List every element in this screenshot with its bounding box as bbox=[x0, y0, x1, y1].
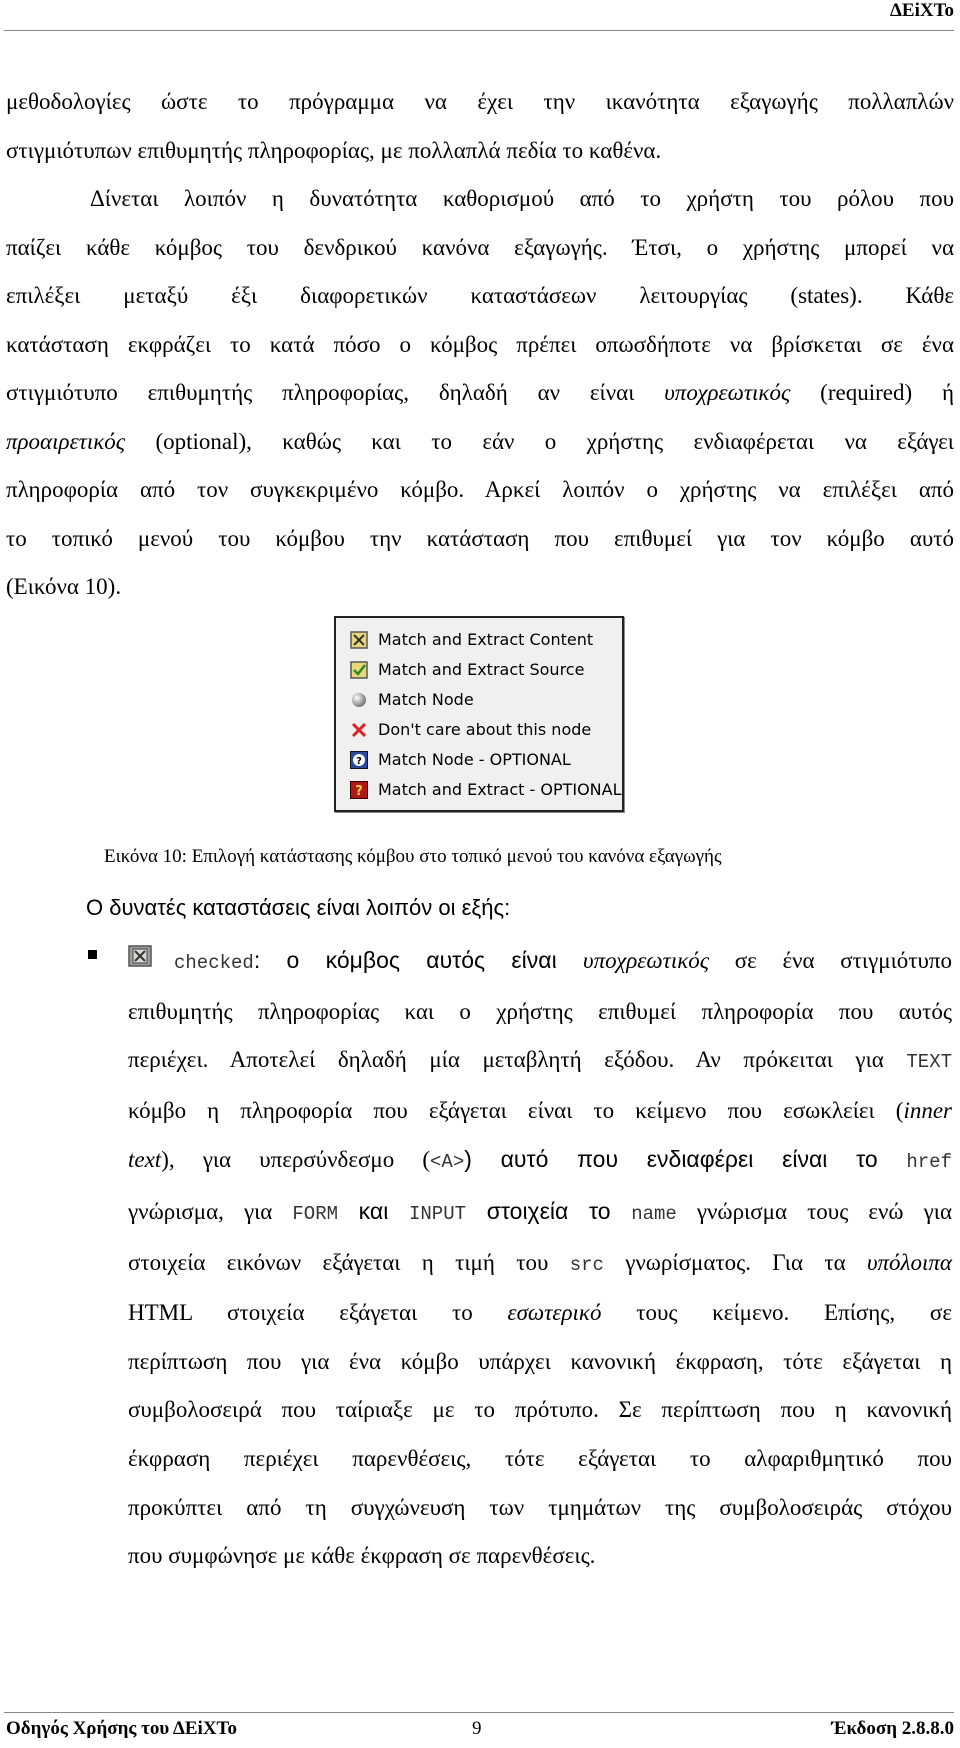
text-run: γνώρισμα τους ενώ για bbox=[676, 1198, 952, 1224]
bullet-line bbox=[128, 1135, 952, 1187]
paragraph-line: το τοπικό μενού του κόμβου την κατάσταση που επιθυμεί για τον κόμβο αυτό bbox=[6, 525, 954, 551]
checked-state-description bbox=[128, 936, 952, 1581]
bullet-line bbox=[128, 1239, 952, 1290]
text-run: περιέχει. Αποτελεί δηλαδή μία μεταβλητή εξόδου. Αν πρόκειται για bbox=[128, 1047, 907, 1073]
question-blue-icon bbox=[350, 751, 368, 769]
bullet-line bbox=[128, 1087, 952, 1136]
text-run: HTML στοιχεία εξάγεται το bbox=[128, 1300, 508, 1326]
paragraph-line: κατάσταση εκφράζει το κατά πόσο ο κόμβος πρέπει οπωσδήποτε να βρίσκεται σε ένα bbox=[6, 331, 954, 357]
paragraph-line: πληροφορία από τον συγκεκριμένο κόμβο. Αρκεί λοιπόν ο χρήστης να επιλέξει από bbox=[6, 477, 954, 502]
checked-box-icon bbox=[350, 631, 368, 649]
code-text: src bbox=[569, 1253, 604, 1276]
footer-guide-title: Οδηγός Χρήσης του ΔΕiXTo bbox=[6, 1718, 237, 1739]
text-run: κόμβο η πληροφορία που εξάγεται είναι το κείμενο που εσωκλείει ( bbox=[128, 1097, 904, 1123]
paragraph-line: επιλέξει μεταξύ έξι διαφορετικών καταστάσεων λειτουργίας (states). Κάθε bbox=[6, 283, 954, 308]
bullet-line: προκύπτει από τη συγχώνευση των τμημάτων της συμβολοσειράς στόχου bbox=[128, 1494, 952, 1520]
checked-box-source-icon bbox=[350, 661, 368, 679]
menu-item-match-extract-optional[interactable] bbox=[342, 776, 622, 804]
emphasis-rest: υπόλοιπα bbox=[866, 1249, 952, 1275]
bullet-line: επιθυμητής πληροφορίας και ο χρήστης επιθυμεί πληροφορία που αυτός bbox=[128, 998, 952, 1024]
menu-item-label: Don't care about this node bbox=[378, 720, 592, 739]
code-text: INPUT bbox=[409, 1202, 467, 1225]
menu-item-label: Match and Extract - OPTIONAL bbox=[378, 780, 622, 799]
text-run: και bbox=[338, 1197, 409, 1224]
paragraph-line: παίζει κάθε κόμβος του δενδρικού κανόνα εξαγωγής. Έτσι, ο χρήστης μπορεί να bbox=[6, 234, 954, 260]
paragraph-line bbox=[6, 418, 954, 467]
text-run: (optional), καθώς και το εάν ο χρήστης ενδιαφέρεται να εξάγει bbox=[125, 428, 954, 454]
code-text: href bbox=[906, 1151, 952, 1174]
bullet-line bbox=[128, 1187, 952, 1239]
emphasis-text: text bbox=[128, 1147, 162, 1173]
paragraph-line: Δίνεται λοιπόν η δυνατότητα καθορισμού από το χρήστη του ρόλου που bbox=[90, 186, 954, 211]
code-text: name bbox=[631, 1202, 677, 1225]
paragraph-line: μεθοδολογίες ώστε το πρόγραμμα να έχει την ικανότητα εξαγωγής πολλαπλών bbox=[6, 89, 954, 114]
emphasis-inner-text: εσωτερικό bbox=[507, 1300, 602, 1326]
intro-paragraph bbox=[6, 78, 954, 612]
node-state-context-menu bbox=[334, 616, 624, 812]
text-run: στιγμιότυπο επιθυμητής πληροφορίας, δηλαδή αν είναι bbox=[6, 380, 665, 405]
text-run: ), για υπερσύνδεσμο ( bbox=[161, 1147, 431, 1173]
text-run: τους κείμενο. Επίσης, σε bbox=[601, 1300, 952, 1326]
text-run: σε ένα στιγμιότυπο bbox=[709, 948, 953, 973]
text-run: ) αυτό που ενδιαφέρει είναι το bbox=[464, 1146, 907, 1173]
text-run: στοιχεία το bbox=[466, 1197, 632, 1224]
page-header-title: ΔΕiXTo bbox=[889, 0, 954, 21]
emphasis-required: υποχρεωτικός bbox=[583, 948, 710, 973]
code-text: <A> bbox=[430, 1151, 465, 1174]
page-number: 9 bbox=[472, 1718, 482, 1739]
emphasis-inner: inner bbox=[903, 1097, 952, 1123]
menu-item-match-node[interactable] bbox=[342, 686, 618, 714]
menu-item-label: Match Node bbox=[378, 690, 474, 709]
text-run: (required) ή bbox=[790, 380, 954, 405]
code-text: FORM bbox=[292, 1202, 338, 1225]
text-run: γνώρισμα, για bbox=[128, 1198, 293, 1224]
bullet-line bbox=[128, 1036, 952, 1087]
figure-caption: Εικόνα 10: Επιλογή κατάστασης κόμβου στο τοπικό μενού του κανόνα εξαγωγής bbox=[104, 846, 722, 867]
menu-item-match-extract-content[interactable] bbox=[342, 626, 618, 654]
bullet-line: έκφραση περιέχει παρενθέσεις, τότε εξάγεται το αλφαριθμητικό που bbox=[128, 1445, 952, 1471]
emphasis-required: υποχρεωτικός bbox=[664, 380, 791, 405]
states-subheading: Ο δυνατές καταστάσεις είναι λοιπόν οι εξής: bbox=[86, 895, 511, 920]
text-run: στοιχεία εικόνων εξάγεται η τιμή του bbox=[128, 1249, 570, 1275]
menu-item-dont-care[interactable] bbox=[342, 716, 618, 744]
bullet-line: συμβολοσειρά που ταίριαξε με το πρότυπο. Σε περίπτωση που η κανονική bbox=[128, 1397, 952, 1423]
red-x-icon bbox=[350, 721, 368, 739]
bullet-line bbox=[128, 1289, 952, 1338]
menu-item-match-node-optional[interactable] bbox=[342, 746, 618, 774]
code-text: TEXT bbox=[906, 1051, 952, 1074]
footer-divider bbox=[4, 1712, 954, 1713]
state-term: checked bbox=[174, 952, 254, 974]
grey-ball-icon bbox=[350, 691, 368, 709]
bullet-line bbox=[128, 936, 952, 988]
text-run: γνωρίσματος. Για τα bbox=[603, 1249, 867, 1275]
footer-version: Έκδοση 2.8.8.0 bbox=[831, 1718, 954, 1739]
emphasis-optional: προαιρετικός bbox=[6, 428, 126, 454]
paragraph-line: (Εικόνα 10). bbox=[6, 574, 122, 599]
svg-text:?: ? bbox=[356, 756, 362, 767]
menu-item-label: Match and Extract Source bbox=[378, 660, 585, 679]
header-divider bbox=[4, 30, 954, 31]
bullet-line: που συμφώνησε με κάθε έκφραση σε παρενθέσεις. bbox=[128, 1543, 596, 1569]
question-red-icon bbox=[350, 781, 368, 799]
paragraph-line bbox=[6, 369, 954, 418]
menu-item-label: Match Node - OPTIONAL bbox=[378, 750, 571, 769]
text-run: : ο κόμβος αυτός είναι bbox=[253, 947, 584, 973]
bullet-line: περίπτωση που για ένα κόμβο υπάρχει κανονική έκφραση, τότε εξάγεται η bbox=[128, 1348, 952, 1374]
paragraph-line: στιγμιότυπων επιθυμητής πληροφορίας, με πολλαπλά πεδία το καθένα. bbox=[6, 137, 662, 163]
svg-text:?: ? bbox=[355, 784, 363, 799]
bullet-marker bbox=[88, 950, 97, 959]
menu-item-label: Match and Extract Content bbox=[378, 630, 594, 649]
menu-item-match-extract-source[interactable] bbox=[342, 656, 618, 684]
